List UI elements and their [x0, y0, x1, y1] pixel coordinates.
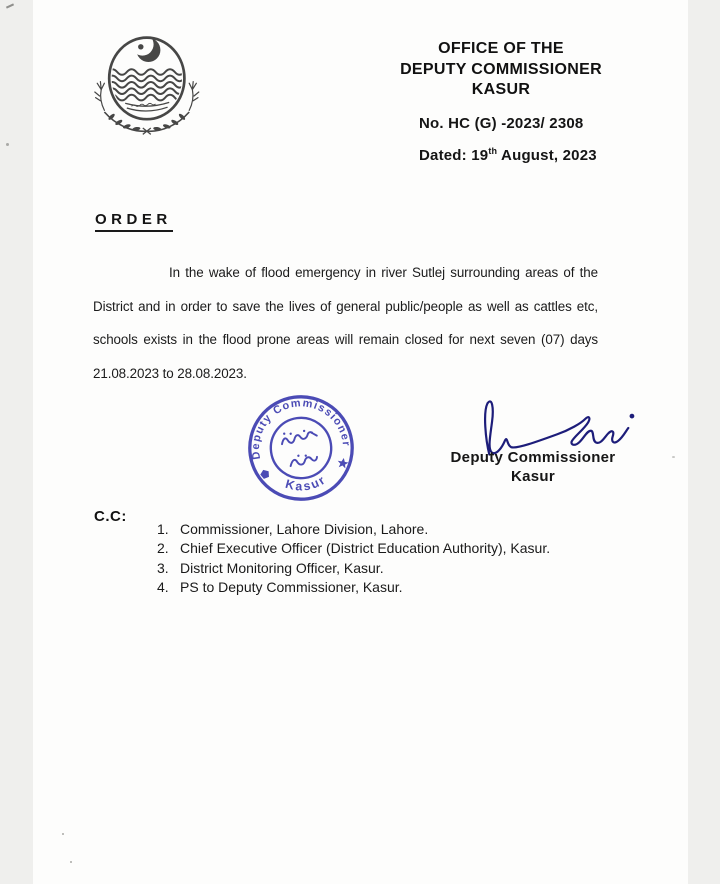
cc-item-text: Commissioner, Lahore Division, Lahore.	[180, 521, 429, 537]
cc-item-number: 1.	[157, 521, 169, 537]
office-title-line-3: KASUR	[471, 81, 531, 98]
date-ordinal: th	[488, 146, 498, 156]
scan-artifact	[6, 143, 9, 146]
order-heading: ORDER	[95, 211, 173, 232]
signatory-block	[437, 448, 629, 486]
cc-item-text: District Monitoring Officer, Kasur.	[180, 559, 384, 576]
stamp-bottom-text: Kasur	[283, 472, 330, 494]
date-prefix: Dated: 19	[419, 147, 489, 164]
cc-item-number: 4.	[157, 579, 169, 596]
cc-item-text: Chief Executive Officer (District Education Authority), Kasur.	[180, 540, 551, 557]
punjab-government-crest-icon	[90, 27, 210, 149]
cc-list	[157, 520, 617, 598]
reference-number: No. HC (G) -2023/ 2308	[419, 115, 584, 132]
body-line: In the wake of flood emergency in river Sutlej surrounding areas of the	[169, 265, 598, 280]
cc-item	[157, 539, 617, 558]
body-line: District and in order to save the lives of general public/people as well as cattles etc,	[93, 298, 598, 314]
cc-item	[157, 520, 617, 539]
body-line: 21.08.2023 to 28.08.2023.	[93, 365, 247, 381]
cc-item-number: 3.	[157, 559, 169, 576]
cc-item	[157, 559, 617, 578]
cc-item	[157, 578, 617, 597]
signatory-title: Deputy Commissioner	[450, 449, 616, 466]
cc-label: C.C:	[94, 508, 127, 525]
letter-date	[419, 146, 597, 164]
signatory-location: Kasur	[510, 468, 556, 485]
scan-artifact	[70, 861, 72, 863]
date-suffix: August, 2023	[497, 147, 597, 164]
cc-item-text: PS to Deputy Commissioner, Kasur.	[180, 579, 403, 596]
body-line: schools exists in the flood prone areas will remain closed for next seven (07) days	[93, 332, 598, 347]
scan-artifact	[6, 3, 14, 8]
stamp-arc-text: Deputy Commissioner	[249, 397, 353, 461]
letterhead-office-title	[393, 39, 609, 101]
office-title-line-2: DEPUTY COMMISSIONER	[400, 60, 602, 78]
office-title-line-1: OFFICE OF THE	[438, 40, 564, 57]
stamp-urdu-script	[280, 428, 320, 467]
cc-item-number: 2.	[157, 540, 169, 557]
stamp-inner-ring	[267, 414, 335, 482]
official-ink-stamp	[229, 376, 374, 521]
order-body-paragraph	[93, 256, 598, 390]
scan-artifact	[62, 833, 64, 835]
scan-artifact	[672, 456, 675, 458]
